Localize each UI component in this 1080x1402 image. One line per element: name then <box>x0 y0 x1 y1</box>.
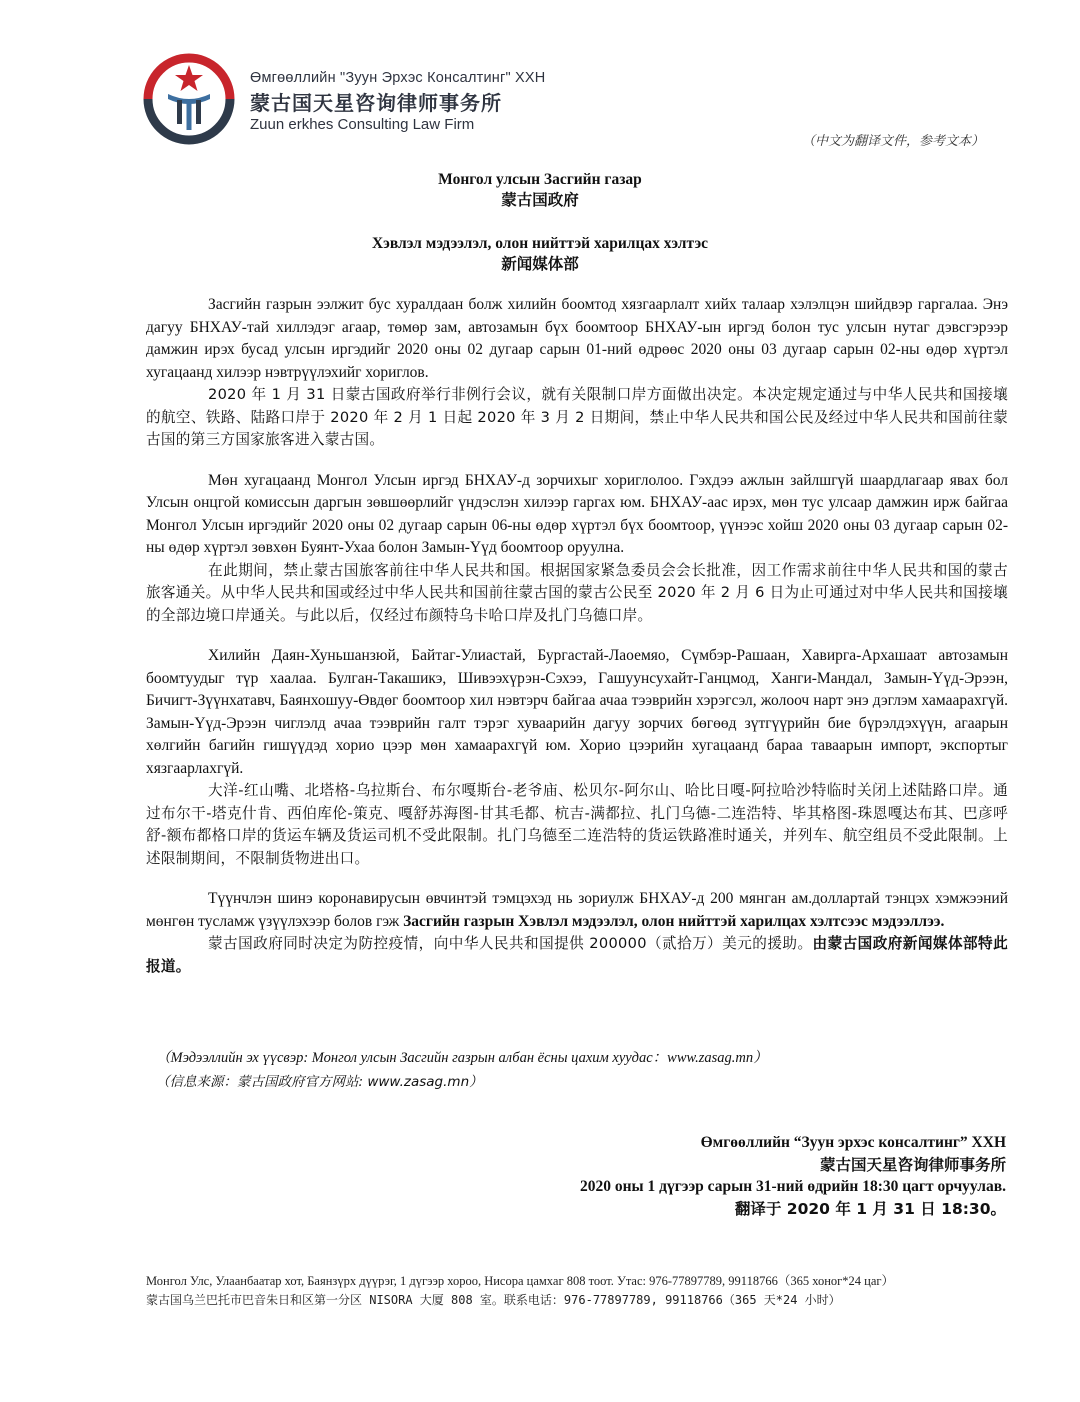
footer-address-mn: Монгол Улс, Улаанбаатар хот, Баянзүрх дүүрэг, 1 дүгээр хороо, Нисора цамхаг 808 тоот. Утас: 976-77897789, 99118766（365 хоног*24 цаг） <box>146 1274 895 1288</box>
government-title-mn: Монгол улсын Засгийн газар <box>438 171 642 188</box>
paragraph-4-mn <box>146 888 1008 933</box>
translation-note: （中文为翻译文件，参考文本） <box>801 134 984 149</box>
firm-name-block <box>250 70 545 133</box>
paragraph-3-zh: 大洋-红山嘴、北塔格-乌拉斯台、布尔嘎斯台-老爷庙、松贝尔-阿尔山、哈比日嘎-阿拉哈沙特临时关闭上述陆路口岸。通过布尔干-塔克什肯、西伯库伦-策克、嘎舒苏海图-甘其毛都、杭吉-满都拉、扎门乌德-二连浩特、毕其格图-珠恩嘎达布其、巴彦呼舒-额布都格口岸的货运车辆及货运司机不受此限制。扎门乌德至二连浩特的货运铁路准时通关，并列车、航空组员不受此限制。上述限制期间，不限制货物进出口。 <box>146 782 1008 867</box>
footer-address <box>146 1272 894 1310</box>
signature-block <box>580 1132 1006 1220</box>
paragraph-4-zh-bold: 由蒙古国政府新闻媒体部特此报道。 <box>146 935 1008 975</box>
paragraph-2-zh: 在此期间，禁止蒙古国旅客前往中华人民共和国。根据国家紧急委员会会长批准，因工作需求前往中华人民共和国的蒙古旅客通关。从中华人民共和国或经过中华人民共和国前往蒙古国的蒙古公民至 2020 年 2 月 6 日为止可通过对中华人民共和国接壤的全部边境口岸通关。与此以后，仅经过布颜特乌卡哈口岸及扎门乌德口岸。 <box>146 561 1008 624</box>
signature-firm-mn: Өмгөөллийн “Зуун эрхэс консалтинг” ХХН <box>700 1134 1006 1151</box>
footer-address-zh: 蒙古国乌兰巴托市巴音朱日和区第一分区 NISORA 大厦 808 室。联系电话：976-77897789, 99118766（365 天*24 小时） <box>146 1293 841 1307</box>
paragraph-2-mn: Мөн хугацаанд Монгол Улсын иргэд БНХАУ-д зорчихыг хориглолоо. Гэхдээ ажлын зайлшгүй шаардлагаар явах бол Улсын онцгой комиссын даргын зөвшөөрлийг үндэслэн хилээр гаргах юм. БНХАУ-аас ирэх, мөн тус улсаар дамжин ирж байгаа Монгол Улсын иргэдийг 2020 оны 02 дугаар сарын 06-ны өдөр хүртэл бүх боомтоор, үүнээс хойш 2020 оны 03 дугаар сарын 02-ны өдөр хүртэл зөвхөн Буянт-Ухаа болон Замын-Үүд боомтоор оруулна. <box>146 471 1008 556</box>
paragraph-1-zh: 2020 年 1 月 31 日蒙古国政府举行非例行会议，就有关限制口岸方面做出决定。本决定规定通过与中华人民共和国接壤的航空、铁路、陆路口岸于 2020 年 2 月 1 日起 2020 年 3 月 2 日期间，禁止中华人民共和国公民及经过中华人民共和国前往蒙古国的第三方国家旅客进入蒙古国。 <box>146 386 1008 448</box>
source-note-mn: （Мэдээллийн эх үүсвэр: Монгол улсын Засгийн газрын албан ёсны цахим хуудас：www.zasag.mn） <box>156 1050 768 1066</box>
signature-firm-zh: 蒙古国天星咨询律师事务所 <box>819 1156 1006 1174</box>
department-title-mn: Хэвлэл мэдээлэл, олон нийттэй харилцах хэлтэс <box>371 235 709 252</box>
firm-name-zh: 蒙古国天星咨询律师事务所 <box>250 91 502 115</box>
government-title-zh: 蒙古国政府 <box>501 191 579 209</box>
paragraph-4-zh-text: 蒙古国政府同时决定为防控疫情，向中华人民共和国提供 200000（贰拾万）美元的援助。 <box>208 935 813 952</box>
department-title <box>0 234 1080 274</box>
signature-date-zh: 翻译于 2020 年 1 月 31 日 18:30。 <box>734 1200 1006 1218</box>
government-title <box>0 170 1080 210</box>
source-note <box>156 1046 768 1094</box>
firm-name-mn: Өмгөөллийн "Зуун Эрхэс Консалтинг" ХХН <box>250 70 546 86</box>
paragraph-4-mn-bold: Засгийн газрын Хэвлэл мэдээлэл, олон нийттэй харилцах хэлтсээс мэдээллээ. <box>403 912 945 930</box>
signature-date-mn: 2020 оны 1 дүгээр сарын 31-ний өдрийн 18:30 цагт орчуулав. <box>579 1178 1006 1195</box>
paragraph-1-mn: Засгийн газрын ээлжит бус хуралдаан болж хилийн боомтод хязгаарлалт хийх талаар хэлэлцэн шийдвэр гаргалаа. Энэ дагуу БНХАУ-тай хиллэдэг агаар, төмөр зам, автозамын бүх боомтоор БНХАУ-ын иргэд болон тус улсын нутаг дэвсгэрээр дамжин ирэх бусад улсын иргэдийг 2020 оны 02 дугаар сарын 01-ний өдрөөс 2020 оны 03 дугаар сарын 02-ны өдөр хүртэл хугацаанд хилээр нэвтрүүлэхийг хориглов. <box>146 296 1008 381</box>
source-note-zh: （信息来源：蒙古国政府官方网站: www.zasag.mn） <box>156 1074 483 1090</box>
paragraph-4-mn-text: Түүнчлэн шинэ коронавирусын өвчинтэй тэмцэхэд нь зориулж БНХАУ-д 200 мянган ам.доллартай тэнцэх хэмжээний мөнгөн тусламж үзүүлэхээр болов гэж <box>146 890 1008 930</box>
paragraph-3-mn: Хилийн Даян-Хуньшанзюй, Байтаг-Улиастай, Бургастай-Лаоемяо, Сүмбэр-Рашаан, Хавирга-Архашаат автозамын боомтуудыг түр хаалаа. Булган-Такашикэ, Шивээхүрэн-Сэхээ, Гашуунсухайт-Ганцмод, Ханги-Мандал, Замын-Үүд-Эрээн, Бичигт-Зүүнхатавч, Баянхошуу-Өвдөг боомтоор хил нэвтэрч байгаа ачаа тээврийн хэрэгсэл, жолооч нарт энэ дэглэм хамаарахгүй. Замын-Үүд-Эрээн чиглэлд ачаа тээврийн галт тэрэг хуваарийн дагуу зорчих бөгөөд зүтгүүрийн бие бүрэлдэхүүн, агаарын хөлгийн багийн гишүүдэд хорио цээр мөн хамаарахгүй юм. Хорио цээрийн хугацаанд бараа таваарын импорт, экспортыг хязгаарлахгүй. <box>146 647 1008 777</box>
paragraph-4-zh <box>146 933 1008 978</box>
firm-logo-icon <box>142 52 236 146</box>
firm-name-en: Zuun erkhes Consulting Law Firm <box>250 116 475 133</box>
document-body <box>146 294 1008 978</box>
department-title-zh: 新闻媒体部 <box>501 255 579 273</box>
